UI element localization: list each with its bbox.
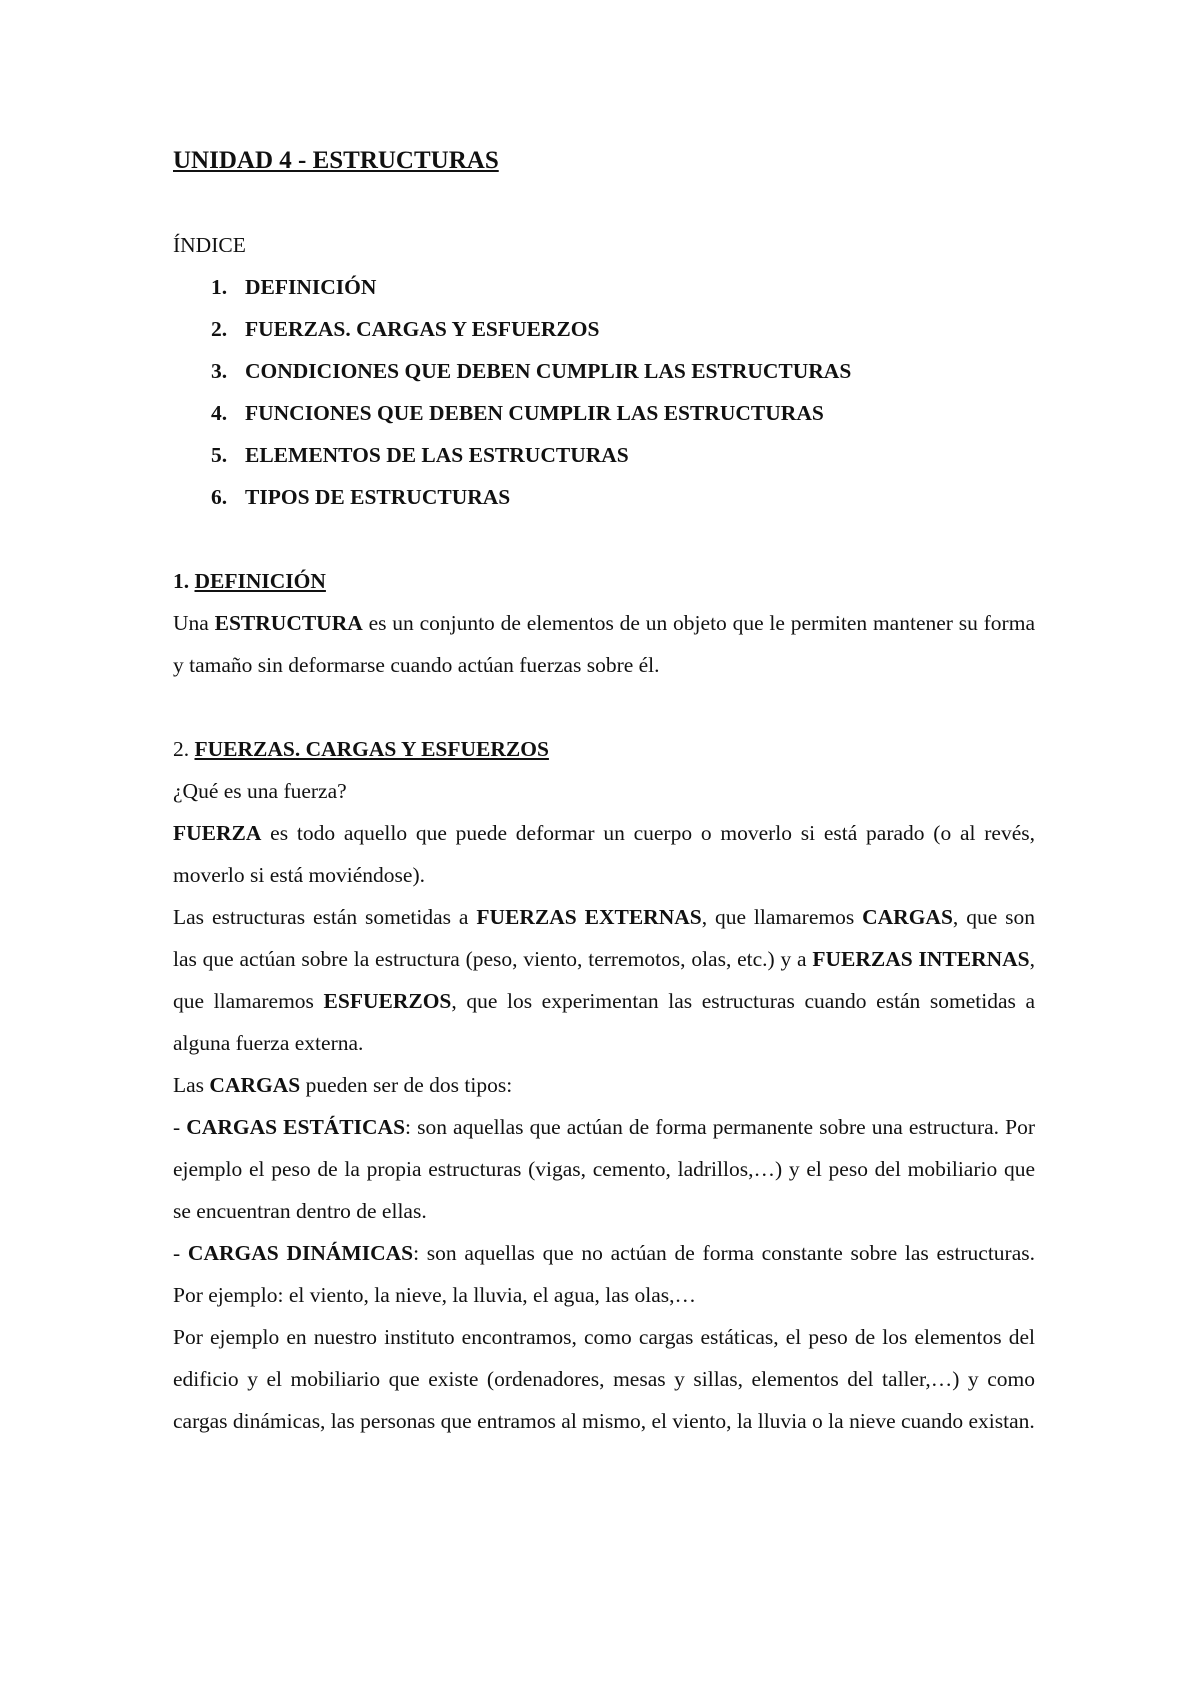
dinamicas-paragraph [173,1232,1035,1316]
toc-item [211,392,1035,434]
text-run: , que los experimentan las estructuras cuando están sometidas a alguna fuerza externa. [173,989,1035,1055]
text-run: , que llamaremos [701,905,863,929]
toc-item-number: 4. [211,401,228,425]
bold-term: CARGAS ESTÁTICAS [186,1115,406,1139]
estaticas-paragraph [173,1106,1035,1232]
document-title: UNIDAD 4 - ESTRUCTURAS [173,147,499,174]
section-title: FUERZAS. CARGAS Y ESFUERZOS [194,737,549,761]
bold-term: FUERZAS INTERNAS [812,947,1030,971]
toc-item-label: FUNCIONES QUE DEBEN CUMPLIR LAS ESTRUCTURAS [245,401,824,425]
toc-item [211,434,1035,476]
toc-item-label: DEFINICIÓN [245,275,377,299]
toc-item [211,266,1035,308]
definition-paragraph [173,602,1035,686]
toc-item-label: TIPOS DE ESTRUCTURAS [245,485,511,509]
bold-term: ESTRUCTURA [214,611,363,635]
toc-item-number: 6. [211,485,228,509]
table-of-contents [173,266,1035,518]
section-number: 2. [173,737,190,761]
estructuras-paragraph [173,896,1035,1064]
text-run: , que llamaremos [173,947,1035,1013]
section-heading-definicion [173,560,1035,602]
text-run: , que son las que actúan sobre la estructura (peso, viento, terremotos, olas, etc.) y a [173,905,1035,971]
bold-term: FUERZAS EXTERNAS [476,905,702,929]
text-run: Una [173,611,215,635]
text-run: - [173,1241,188,1265]
bold-term: CARGAS [209,1073,301,1097]
toc-item-number: 3. [211,359,228,383]
toc-item-label: FUERZAS. CARGAS Y ESFUERZOS [245,317,600,341]
toc-item-number: 2. [211,317,228,341]
toc-item-number: 1. [211,275,228,299]
ejemplo-paragraph: Por ejemplo en nuestro instituto encontramos, como cargas estáticas, el peso de los elementos del edificio y el mobiliario que existe (ordenadores, mesas y sillas, elementos del taller,…) y como cargas dinámicas, las personas que entramos al mismo, el viento, la lluvia o la nieve cuando existan. [173,1325,1035,1433]
bold-term: ESFUERZOS [323,989,452,1013]
section-number: 1. [173,569,190,593]
bold-term: CARGAS [862,905,953,929]
toc-item-number: 5. [211,443,228,467]
section-title: DEFINICIÓN [194,569,326,593]
text-run: Las estructuras están sometidas a [173,905,477,929]
text-run: - [173,1115,187,1139]
toc-item-label: CONDICIONES QUE DEBEN CUMPLIR LAS ESTRUCTURAS [245,359,852,383]
document-page [173,140,1035,1442]
toc-item [211,350,1035,392]
section-heading-fuerzas [173,728,1035,770]
text-run: Las [173,1073,210,1097]
question-paragraph: ¿Qué es una fuerza? [173,779,347,803]
tipos-paragraph [173,1064,1035,1106]
text-run: es un conjunto de elementos de un objeto que le permiten mantener su forma y tamaño sin deformarse cuando actúan fuerzas sobre él. [173,611,1035,677]
index-heading: ÍNDICE [173,233,246,257]
toc-item [211,476,1035,518]
fuerza-paragraph [173,812,1035,896]
text-run: es todo aquello que puede deformar un cuerpo o moverlo si está parado (o al revés, moverlo si está moviéndose). [173,821,1035,887]
toc-item [211,308,1035,350]
toc-item-label: ELEMENTOS DE LAS ESTRUCTURAS [245,443,629,467]
text-run: pueden ser de dos tipos: [300,1073,513,1097]
text-run: : son aquellas que actúan de forma permanente sobre una estructura. Por ejemplo el peso de la propia estructuras (vigas, cemento, ladrillos,…) y el peso del mobiliario que se encuentran dentro de ellas. [173,1115,1035,1223]
text-run: : son aquellas que no actúan de forma constante sobre las estructuras. Por ejemplo: el viento, la nieve, la lluvia, el agua, las olas,… [173,1241,1036,1307]
bold-term: FUERZA [173,821,262,845]
bold-term: CARGAS DINÁMICAS [187,1241,414,1265]
